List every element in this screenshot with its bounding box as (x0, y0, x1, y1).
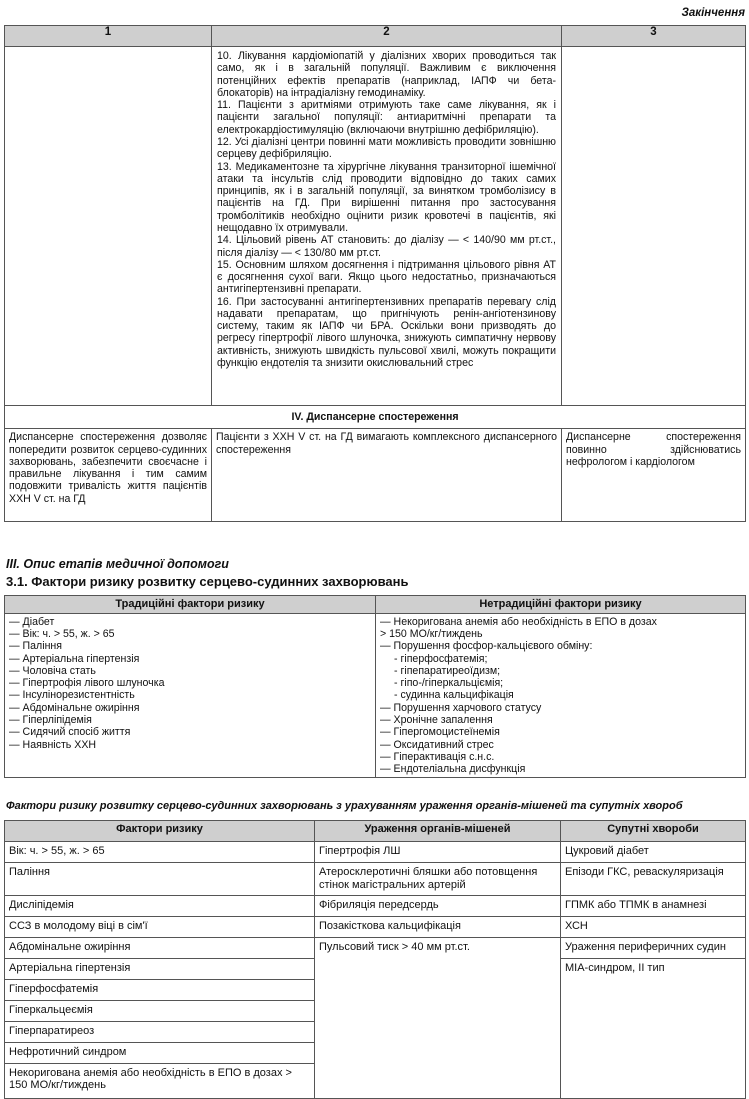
risk-organs-table (4, 820, 746, 1099)
section3-title: III. Опис етапів медичної допомоги (6, 557, 229, 571)
paragraph-14: 14. Цільовий рівень АТ становить: до діалізу — < 140/90 мм рт.ст., після діалізу — < 130/80 мм рт.ст. (217, 234, 556, 259)
risk-factor-cell: Некоригована анемія або необхідність в ЕПО в дозах > 150 МО/кг/тиждень (5, 1063, 315, 1098)
dispensary-col1: Диспансерне спостереження дозволяє попередити розвиток серцево-судинних захворювань, забезпечити своєчасне і правильне лікування і тим самим подовжити тривалість життя пацієнтів ХХН V ст. на ГД (5, 429, 212, 522)
paragraph-12: 12. Усі діалізні центри повинні мати можливість проводити зовнішню серцеву дефібриляцію. (217, 135, 556, 161)
risk-factor-cell: Нефротичний синдром (5, 1042, 315, 1063)
content-row (5, 613, 746, 778)
table-row (5, 895, 746, 916)
column-header-3: 3 (562, 26, 746, 47)
traditional-factor-item: — Вік: ч. > 55, ж. > 65 (9, 628, 115, 641)
nontraditional-factor-item: - гіпо-/гіперкальціємія; (394, 677, 504, 690)
nontraditional-factor-item: — Хронічне запалення (380, 714, 493, 726)
paragraph-15: 15. Основним шляхом досягнення і підтримання цільового рівня АТ є досягнення сухої ваги. Якщо цього недостатньо, призначаються антигіпертензивні препарати. (217, 258, 556, 296)
treatment-row (5, 47, 746, 406)
risk-factor-cell: ССЗ в молодому віці в сім'ї (5, 916, 315, 937)
traditional-factor-item: — Інсулінорезистентність (9, 689, 135, 702)
dispensary-col2: Пацієнти з ХХН V ст. на ГД вимагають комплексного диспансерного спостереження (212, 429, 562, 522)
paragraph-10: 10. Лікування кардіоміопатій у діалізних хворих проводиться так само, як і в загальній популяції. Важливим є виключення потенційних ефектів препаратів (наприклад, ІАПФ чи бета-блокаторів) на інтрадіалізну гемодинаміку. (217, 50, 556, 99)
traditional-list (5, 613, 376, 778)
traditional-factor-item: — Абдомінальне ожиріння (9, 701, 140, 714)
paragraph-13: 13. Медикаментозне та хірургічне лікування транзиторної ішемічної атаки та інсультів слід проводити відповідно до таких самих принципів, як і в загальній популяції, за винятком тромболізису в пацієнтів на ГД. При вирішенні питання про застосування тромболітиків необхідно оцінити ризик кровотечі в пацієнтів, які нещодавно їх отримували. (217, 160, 556, 234)
subsection-title: 3.1. Фактори ризику розвитку серцево-судинних захворювань (6, 574, 409, 589)
risk-factor-cell: Гіперкальцеємія (5, 1000, 315, 1021)
risk-factor-cell: Абдомінальне ожиріння (5, 937, 315, 958)
paragraph-16: 16. При застосуванні антигіпертензивних препаратів перевагу слід надавати препаратам, що пригнічують ренін-ангіотензинову систему, таким як ІАПФ чи БРА. Оскільки вони призводять до регресу гіпертрофії лівого шлуночка, знижують симпатичну нервову активність, знижують швидкість пульсової хвилі, можуть покращити функцію ендотелія та знизити окислювальний стрес (217, 295, 556, 370)
risk-factors-header: Фактори ризику (5, 821, 315, 842)
traditional-factor-item: — Артеріальна гіпертензія (9, 652, 140, 665)
risk-factor-cell: Гіперпаратиреоз (5, 1021, 315, 1042)
comorbidity-cell: MIA-синдром, II тип (561, 958, 746, 1098)
nontraditional-factor-item: > 150 МО/кг/тиждень (380, 628, 483, 641)
dispensary-col3: Диспансерне спостереження повинно здійснюватись нефрологом і кардіологом (562, 429, 746, 522)
comorbidity-cell: ГПМК або ТПМК в анамнезі (561, 895, 746, 916)
column-header-2: 2 (212, 26, 562, 47)
risk-factors-table (4, 595, 746, 778)
section-row (5, 406, 746, 429)
continuation-label: Закінчення (681, 7, 745, 19)
table-row (5, 842, 746, 863)
nontraditional-factor-item: — Ендотеліальна дисфункція (380, 763, 526, 776)
target-organs-header: Ураження органів-мішеней (315, 821, 561, 842)
empty-cell (5, 47, 212, 406)
target-organ-cell: Гіпертрофія ЛШ (315, 842, 561, 863)
nontraditional-factor-item: — Оксидативний стрес (380, 738, 494, 751)
comorbidity-cell: Цукровий діабет (561, 842, 746, 863)
traditional-factor-item: — Сидячий спосіб життя (9, 726, 131, 739)
traditional-factor-item: — Наявність ХХН (9, 738, 97, 751)
section-title: IV. Диспансерне спостереження (5, 406, 746, 429)
target-organ-cell: Позакісткова кальцифікація (315, 916, 561, 937)
nontraditional-factor-item: - судинна кальцифікація (394, 689, 514, 702)
traditional-header: Традиційні фактори ризику (5, 596, 376, 614)
nontraditional-factor-item: — Гіпергомоцистеїнемія (380, 726, 500, 739)
traditional-factor-item: — Гіперліпідемія (9, 714, 92, 726)
traditional-factor-item: — Паління (9, 640, 63, 653)
header-row (5, 821, 746, 842)
traditional-factor-item: — Діабет (9, 615, 55, 628)
risk-factor-cell: Гіперфосфатемія (5, 979, 315, 1000)
header-row (5, 596, 746, 614)
target-organ-cell: Атеросклеротичні бляшки або потовщення стінок магістральних артерій (315, 863, 561, 896)
risk-factor-cell: Паління (5, 863, 315, 896)
treatment-table (4, 25, 746, 522)
comorbidity-cell: ХСН (561, 916, 746, 937)
nontraditional-factor-item: — Порушення фосфор-кальцієвого обміну: (380, 640, 593, 653)
table-row (5, 937, 746, 958)
target-organ-cell: Пульсовий тиск > 40 мм рт.ст. (315, 937, 561, 1098)
table-row (5, 863, 746, 896)
risk-factor-cell: Дисліпідемія (5, 895, 315, 916)
nontraditional-factor-item: — Порушення харчового статусу (380, 701, 542, 714)
table3-caption: Фактори ризику розвитку серцево-судинних захворювань з урахуванням ураження органів-мішеней та супутніх хвороб (6, 800, 683, 812)
comorbidities-header: Супутні хвороби (561, 821, 746, 842)
risk-factor-cell: Артеріальна гіпертензія (5, 958, 315, 979)
paragraph-11: 11. Пацієнти з аритміями отримують таке саме лікування, як і пацієнти загальної популяції: антиаритмічні препарати та електрокардіостимуляцію (включаючи внутрішню дефібриляцію). (217, 99, 556, 136)
nontraditional-header: Нетрадиційні фактори ризику (376, 596, 746, 614)
nontraditional-factor-item: — Гіперактивація с.н.с. (380, 750, 495, 763)
nontraditional-factor-item: - гіпепаратиреоїдизм; (394, 664, 501, 677)
nontraditional-list (376, 613, 746, 778)
column-header-1: 1 (5, 26, 212, 47)
comorbidity-cell: Ураження периферичних судин (561, 937, 746, 958)
treatment-cell (212, 47, 562, 406)
table-row (5, 916, 746, 937)
dispensary-row (5, 429, 746, 522)
nontraditional-factor-item: — Некоригована анемія або необхідність в ЕПО в дозах (380, 615, 657, 628)
header-row (5, 26, 746, 47)
comorbidity-cell: Епізоди ГКС, реваскуляризація (561, 863, 746, 896)
target-organ-cell: Фібриляція передсердь (315, 895, 561, 916)
empty-cell (562, 47, 746, 406)
nontraditional-factor-item: - гіперфосфатемія; (394, 652, 488, 665)
traditional-factor-item: — Чоловіча стать (9, 664, 96, 677)
traditional-factor-item: — Гіпертрофія лівого шлуночка (9, 677, 165, 690)
risk-factor-cell: Вік: ч. > 55, ж. > 65 (5, 842, 315, 863)
